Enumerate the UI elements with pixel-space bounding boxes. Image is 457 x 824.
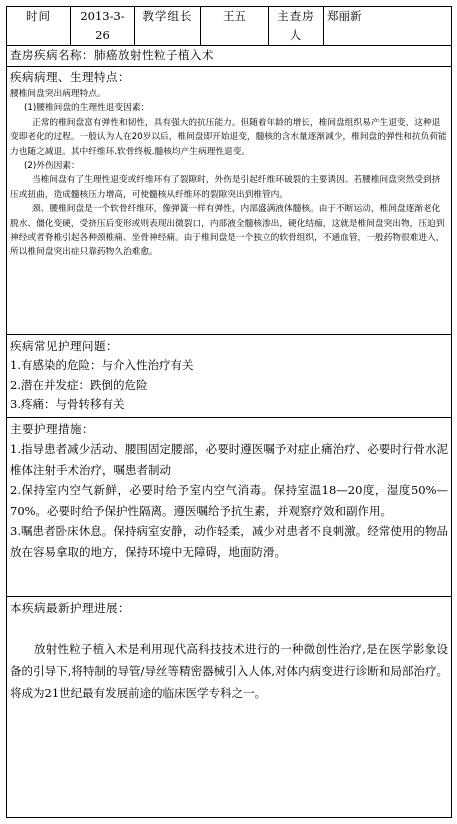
measure-item: 2.保持室内空气新鲜，必要时给予室内空气消毒。保持室温18—20度，湿度50%—70%。必要时给予保护性隔离。遵医嘱给予抗生素，并观察疗效和副作用。 (10, 483, 448, 518)
attending-value: 郑丽新 (324, 7, 452, 46)
pathology-paragraph: (1)腰椎间盘的生理性退变因素： (24, 103, 150, 114)
pathology-body (10, 87, 448, 260)
disease-name-row (7, 46, 452, 67)
problems-title: 疾病常见护理问题： (10, 339, 118, 353)
pathology-section (7, 67, 452, 335)
problem-item: 3.疼痛：与骨转移有关 (10, 397, 125, 411)
measure-item: 3.嘱患者卧床休息。保持病室安静，动作轻柔，减少对患者不良刺激。经常使用的物品放在容易拿取的地方，保持环境中无障碍，地面防滑。 (10, 524, 448, 559)
progress-text: 放射性粒子植入术是利用现代高科技技术进行的一种微创性治疗,是在医学影象设备的引导下,将特制的导管/导丝等精密器械引入人体,对体内病变进行诊断和局部治疗。将成为21世纪最有发展前途的临床医学专科之一。 (10, 642, 448, 700)
pathology-row (7, 67, 452, 335)
measure-item: 1.指导患者减少活动、腰围固定腰部，必要时遵医嘱予对症止痛治疗、必要时行骨水泥椎体注射手术治疗，嘱患者制动 (10, 442, 448, 477)
header-row (7, 7, 452, 46)
disease-name: 查房疾病名称：肺癌放射性粒子植入术 (7, 46, 452, 67)
pathology-paragraph: 当椎间盘有了生理性退变或纤维环有了裂隙时，外伤是引起纤维环破裂的主要诱因。若腰椎间盘突然受到挤压或扭曲，造成髓核压力增高，可使髓核从纤维环的裂隙突出到椎管内。 (10, 175, 441, 200)
pathology-title: 疾病病理、生理特点： (10, 70, 130, 84)
attending-label: 主查房人 (269, 7, 324, 46)
problems-section (7, 335, 452, 418)
problems-row (7, 335, 452, 418)
pathology-paragraph: 颈、腰椎间盘是一个软骨纤维环，像弹簧一样有弹性，内部盛满液体髓核。由于不断运动，椎间盘逐渐老化脱水、僵化变硬，受挤压后变形或则表现出微裂口，内部液全髓核渗出，硬化结痂，这就是椎间盘突出物，压迫到神经或者脊椎引起各种颈椎痛、坐骨神经痛。由于椎间盘是一个独立的软骨组织，不通血管，一般药物很难进入，所以椎间盘突出症只靠药物久治难愈。 (10, 204, 445, 258)
pathology-paragraph: (2)外伤因素： (24, 161, 80, 172)
pathology-paragraph: 正常的椎间盘富有弹性和韧性，具有强大的抗压能力。但随着年龄的增长，椎间盘组织易产生退变，这种退变即老化的过程。一般认为人在20岁以后，椎间盘即开始退变，髓核的含水量逐渐减少，椎间盘的弹性和抗负荷能力也随之减退。其中纤维环.软骨终板.髓核均产生病理性退变。 (10, 117, 447, 157)
measures-row (7, 418, 452, 597)
pathology-paragraph: 腰椎间盘突出病理特点。 (10, 89, 106, 99)
problem-item: 2.潜在并发症：跌倒的危险 (10, 377, 148, 392)
time-label: 时间 (7, 7, 71, 46)
measures-section (7, 418, 452, 597)
progress-section (7, 597, 452, 818)
leader-value: 王五 (201, 7, 269, 46)
progress-row (7, 597, 452, 818)
rounds-record-table (6, 6, 452, 818)
time-value: 2013-3-26 (71, 7, 135, 46)
progress-title: 本疾病最新护理进展： (10, 601, 130, 615)
measures-title: 主要护理措施： (10, 422, 94, 436)
leader-label: 教学组长 (135, 7, 201, 46)
problem-item: 1.有感染的危险：与介入性治疗有关 (10, 358, 194, 372)
